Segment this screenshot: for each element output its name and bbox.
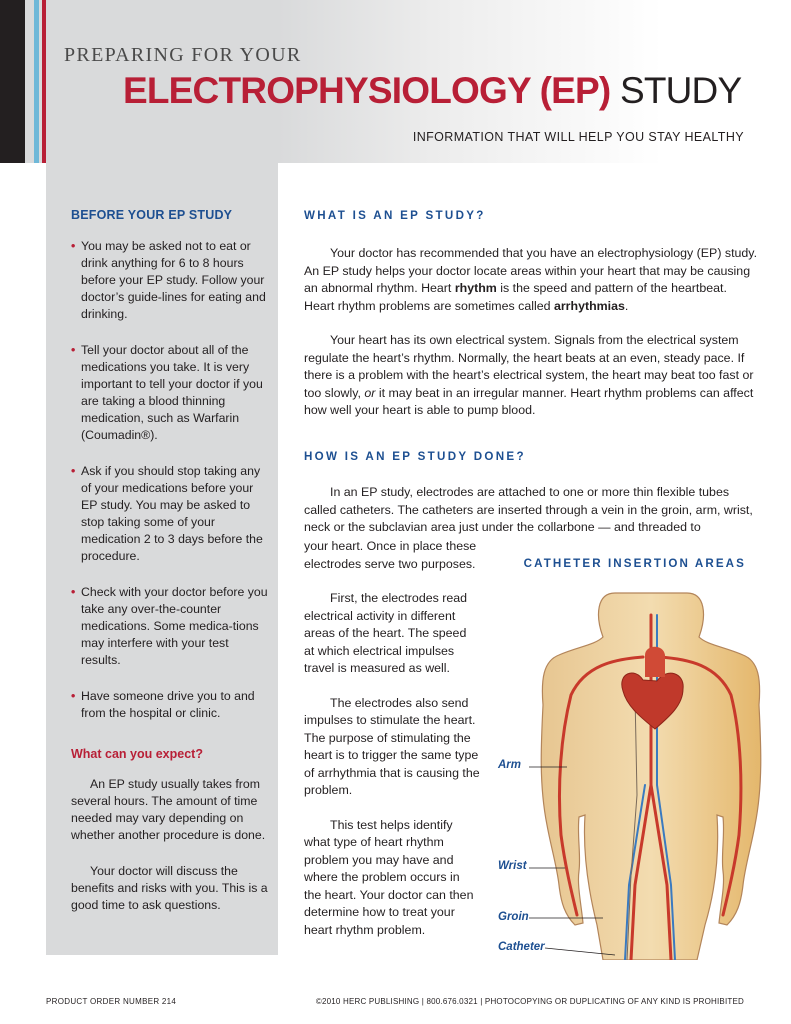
expect-paragraph: An EP study usually takes from several hours. The amount of time needed may vary depending on whether another procedure is done. bbox=[71, 777, 266, 842]
section-heading-how: HOW IS AN EP STUDY DONE? bbox=[304, 450, 526, 463]
label-groin: Groin bbox=[498, 911, 529, 923]
how-paragraph-1-cont: your heart. Once in place these electrodes serve two purposes. bbox=[304, 539, 477, 571]
what-paragraph-1: Your doctor has recommended that you have an electrophysiology (EP) study. An EP study helps your doctor locate areas within your heart that may be causing an abnormal rhythm. Heart rhythm is the speed and pattern of the heartbeat. Heart rhythm problems are sometimes called arrhythmias. bbox=[304, 246, 758, 313]
bullet-icon: • bbox=[71, 239, 76, 253]
title-main: ELECTROPHYSIOLOGY (EP) bbox=[123, 70, 611, 111]
sidebar-heading: BEFORE YOUR EP STUDY bbox=[71, 208, 233, 222]
section-heading-what: WHAT IS AN EP STUDY? bbox=[304, 209, 486, 222]
how-body-wide bbox=[304, 484, 759, 537]
bullet-icon: • bbox=[71, 689, 76, 703]
sidebar-list-item: • Ask if you should stop taking any of your medications before your EP study. You may be asked to stop taking some of your medication 2 to 3 days before the procedure. bbox=[71, 464, 263, 563]
how-paragraph-1: In an EP study, electrodes are attached to one or more thin flexible tubes called catheters. The catheters are inserted through a vein in the groin, arm, wrist, neck or the subclavian area just under the collarbone — and threaded to bbox=[304, 485, 753, 534]
sidebar-list-item: • Check with your doctor before you take any over-the-counter medications. Some medica-tions may interfere with your test results. bbox=[71, 585, 268, 667]
catheter-illustration bbox=[485, 585, 785, 960]
what-paragraph-2: Your heart has its own electrical system. Signals from the electrical system regulate the heart’s rhythm. Normally, the heart beats at an even, steady pace. If there is a problem with the heart’s electrical system, the heart may beat too fast or too slowly, or it may beat in an irregular manner. Heart rhythm problems can affect how well your heart is able to pump blood. bbox=[304, 333, 754, 417]
figure-title: CATHETER INSERTION AREAS bbox=[523, 557, 746, 570]
label-wrist: Wrist bbox=[498, 860, 527, 872]
how-paragraph-3: The electrodes also send impulses to stimulate the heart. The purpose of stimulating the heart is to trigger the same type of arrhythmia that is causing the problem. bbox=[304, 695, 480, 797]
expect-text bbox=[71, 776, 271, 933]
label-arm: Arm bbox=[498, 759, 522, 771]
bullet-icon: • bbox=[71, 464, 76, 478]
page-subtitle: INFORMATION THAT WILL HELP YOU STAY HEALTHY bbox=[412, 130, 744, 144]
expect-heading: What can you expect? bbox=[71, 747, 203, 761]
footer-copyright: ©2010 HERC PUBLISHING | 800.676.0321 | PHOTOCOPYING OR DUPLICATING OF ANY KIND IS PROHIBITED bbox=[315, 997, 744, 1006]
header-blue-stripe bbox=[34, 0, 39, 163]
how-paragraph-4: This test helps identify what type of heart rhythm problem you may have and where the problem occurs in the heart. Your doctor can then determine how to treat your heart rhythm problem. bbox=[304, 817, 474, 937]
page-pretitle: PREPARING FOR YOUR bbox=[64, 44, 302, 66]
sidebar-list-item: • Have someone drive you to and from the hospital or clinic. bbox=[71, 689, 255, 720]
header-red-stripe bbox=[42, 0, 46, 163]
sidebar-list-item: • Tell your doctor about all of the medications you take. It is very important to tell your doctor if you are taking a blood thinning medication, such as Warfarin (Coumadin®). bbox=[71, 343, 263, 442]
header-dark-stripe bbox=[0, 0, 25, 163]
how-body-narrow bbox=[304, 538, 480, 956]
title-end: STUDY bbox=[619, 70, 742, 111]
page-title bbox=[123, 70, 741, 112]
expect-paragraph: Your doctor will discuss the benefits and risks with you. This is a good time to ask questions. bbox=[71, 864, 268, 912]
label-catheter: Catheter bbox=[498, 941, 545, 953]
bullet-icon: • bbox=[71, 343, 76, 357]
bullet-icon: • bbox=[71, 585, 76, 599]
what-body bbox=[304, 245, 759, 437]
sidebar-list bbox=[71, 238, 271, 741]
footer-order-number: PRODUCT ORDER NUMBER 214 bbox=[46, 997, 177, 1006]
how-paragraph-2: First, the electrodes read electrical activity in different areas of the heart. The speed at which electrical impulses travel is measured as well. bbox=[304, 591, 468, 675]
sidebar-list-item: • You may be asked not to eat or drink anything for 6 to 8 hours before your EP study. Follow your doctor’s guide-lines for eating and drinking. bbox=[71, 239, 266, 321]
